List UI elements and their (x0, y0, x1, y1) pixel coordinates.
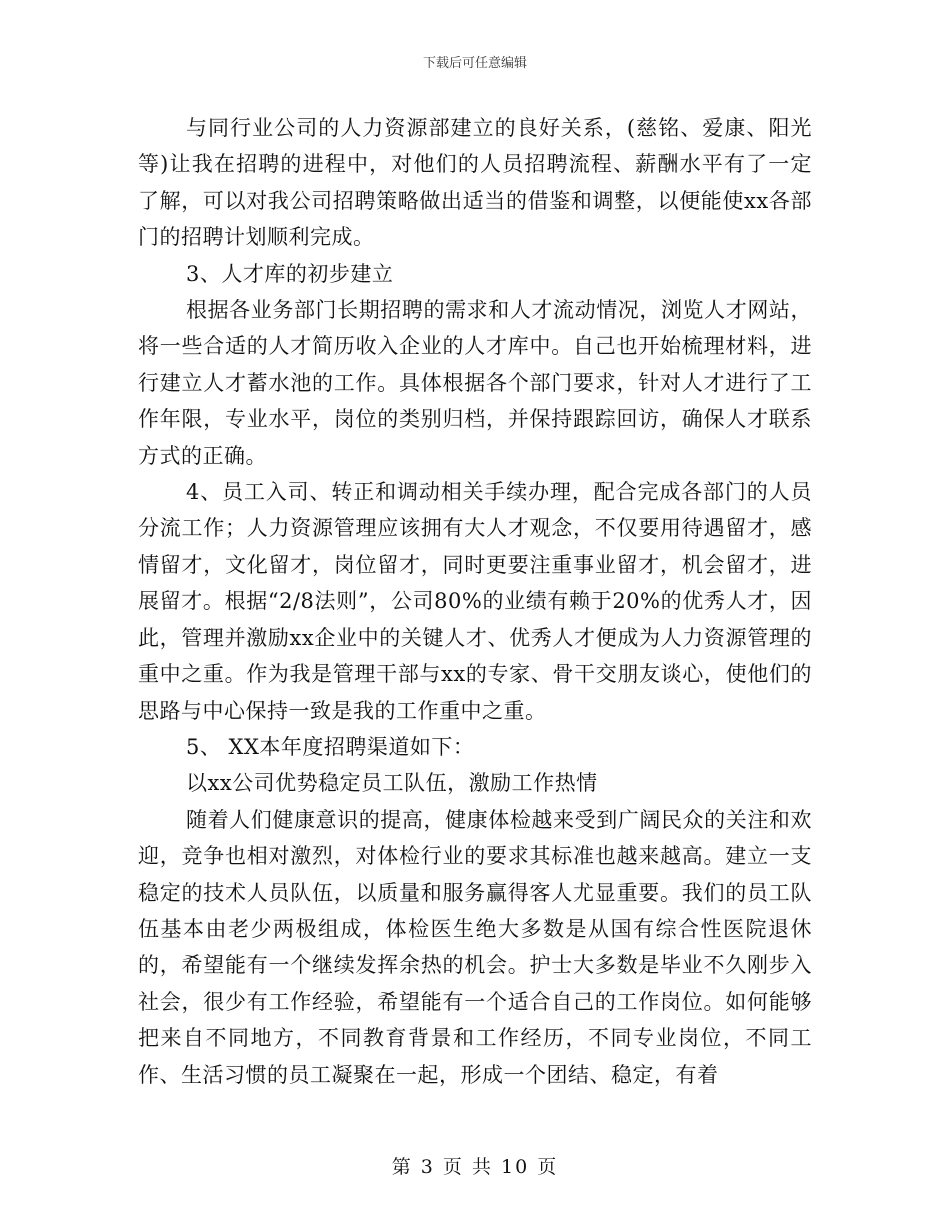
heading-talent-pool: 3、人才库的初步建立 (186, 261, 394, 286)
paragraph-talent-pool: 根据各业务部门长期招聘的需求和人才流动情况，浏览人才网站，将一些合适的人才简历收入企业的人才库中。自己也开始梳理材料，进行建立人才蓄水池的工作。具体根据各个部门要求，针对人才进行了工作年限，专业水平，岗位的类别归档，并保持跟踪回访，确保人才联系方式的正确。 (138, 298, 812, 468)
paragraph-onboarding: 4、员工入司、转正和调动相关手续办理，配合完成各部门的人员分流工作；人力资源管理应该拥有大人才观念，不仅要用待遇留才，感情留才，文化留才，岗位留才，同时更要注重事业留才，机会留才，进展留才。根据“2/8法则”，公司80%的业绩有赖于20%的优秀人才，因此，管理并激励xx企业中的关键人才、优秀人才便成为人力资源管理的重中之重。作为我是管理干部与xx的专家、骨干交朋友谈心，使他们的思路与中心保持一致是我的工作重中之重。 (138, 480, 812, 723)
heading-stabilize-staff: 以xx公司优势稳定员工队伍，激励工作热情 (186, 771, 598, 796)
heading-recruiting-channels: 5、 XX本年度招聘渠道如下： (186, 734, 475, 759)
document-body (138, 110, 812, 1093)
paragraph-health-checkup: 随着人们健康意识的提高，健康体检越来受到广阔民众的关注和欢迎，竞争也相对激烈，对体检行业的要求其标准也越来越高。建立一支稳定的技术人员队伍，以质量和服务赢得客人尤显重要。我们的员工队伍基本由老少两极组成，体检医生绝大多数是从国有综合性医院退休的，希望能有一个继续发挥余热的机会。护士大多数是毕业不久刚步入社会，很少有工作经验，希望能有一个适合自己的工作岗位。如何能够把来自不同地方，不同教育背景和工作经历，不同专业岗位，不同工作、生活习惯的员工凝聚在一起，形成一个团结、稳定，有着 (138, 807, 812, 1087)
page-number: 第 3 页 共 10 页 (391, 1156, 559, 1178)
page-header: 下载后可任意编辑 (422, 56, 527, 71)
paragraph-hr-relations: 与同行业公司的人力资源部建立的良好关系，(慈铭、爱康、阳光等)让我在招聘的进程中，对他们的人员招聘流程、薪酬水平有了一定了解，可以对我公司招聘策略做出适当的借鉴和调整，以便能使xx各部门的招聘计划顺利完成。 (138, 116, 812, 250)
